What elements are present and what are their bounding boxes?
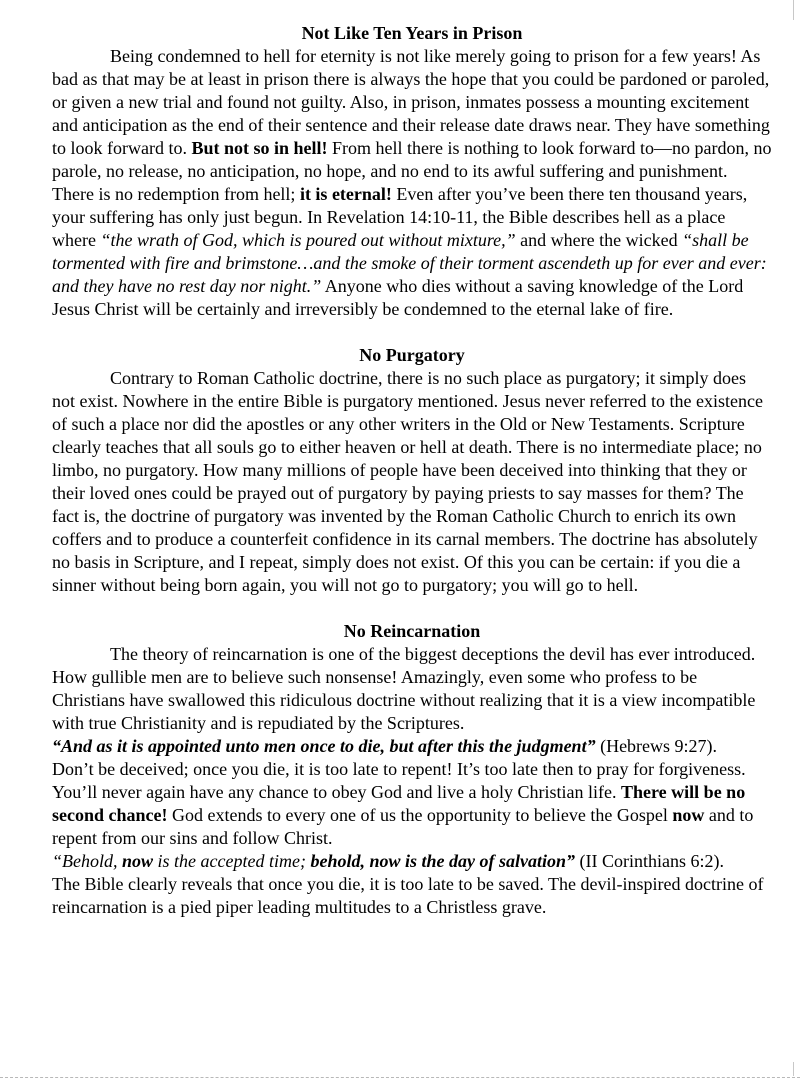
bold-italic-quote: behold, now is the day of salvation” — [310, 851, 575, 871]
italic-quote: “Behold, — [52, 851, 122, 871]
paragraph-no-second-chance — [52, 758, 772, 850]
section-gap — [52, 321, 772, 344]
text-run: The theory of reincarnation is one of the biggest deceptions the devil has ever introduced. How gullible men are to believe such nonsense! Amazingly, even some who profess to be Christians have swallowed this ridiculous doctrine without realizing that it is a view incompatible with true Christianity and is repudiated by the Scriptures. — [52, 644, 756, 733]
bold-emphasis: But not so in hell! — [191, 138, 328, 158]
section-gap — [52, 597, 772, 620]
document-page — [52, 22, 772, 919]
italic-quote: “shall be tormented with fire and brimstone…and the smoke of their torment ascendeth up for ever and ever: and they have no rest day nor night.” — [52, 230, 767, 296]
text-run: and where the wicked — [515, 230, 683, 250]
text-run: Don’t be deceived; once you die, it is too late to repent! It’s too late then to pray for forgiveness. You’ll never again have any chance to obey God and live a holy Christian life. — [52, 759, 746, 802]
paragraph-prison — [52, 45, 772, 321]
text-run: The Bible clearly reveals that once you die, it is too late to be saved. The devil-inspired doctrine of reincarnation is a pied piper leading multitudes to a Christless grave. — [52, 874, 764, 917]
paragraph-purgatory — [52, 367, 772, 597]
page-margin-mark — [786, 1062, 794, 1076]
bold-italic-quote: now — [122, 851, 154, 871]
page-break-line — [0, 1077, 800, 1078]
paragraph-reincarnation — [52, 643, 772, 735]
section-heading-purgatory: No Purgatory — [359, 345, 465, 365]
scripture-quote-hebrews — [52, 735, 772, 758]
text-run: Contrary to Roman Catholic doctrine, there is no such place as purgatory; it simply does not exist. Nowhere in the entire Bible is purgatory mentioned. Jesus never referred to the existence of such a place nor did the apostles or any other writers in the Old or New Testaments. Scripture clearly teaches that all souls go to either heaven or hell at death. There is no intermediate place; no limbo, no purgatory. How many millions of people have been deceived into thinking that they or their loved ones could be prayed out of purgatory by paying priests to say masses for them? The fact is, the doctrine of purgatory was invented by the Roman Catholic Church to enrich its own coffers and to produce a counterfeit confidence in its carnal members. The doctrine has absolutely no basis in Scripture, and I repeat, simply does not exist. Of this you can be certain: if you die a sinner without being born again, you will not go to purgatory; you will go to hell. — [52, 368, 763, 595]
italic-quote: “the wrath of God, which is poured out without mixture,” — [100, 230, 516, 250]
text-run: Anyone who dies without a saving knowledge of the Lord Jesus Christ will be certainly and irreversibly be condemned to the eternal lake of fire. — [52, 276, 744, 319]
section-heading-prison: Not Like Ten Years in Prison — [301, 23, 523, 43]
text-run: Being condemned to hell for eternity is not like merely going to prison for a few years! As bad as that may be at least in prison there is always the hope that you could be pardoned or paroled, or given a new trial and found not guilty. Also, in prison, inmates possess a mounting excitement and anticipation as the end of their sentence and their release date draws near. They have something to look forward to. — [52, 46, 770, 158]
scripture-quote-corinthians — [52, 850, 772, 873]
text-run: From hell there is nothing to look forward to—no pardon, no parole, no release, no anticipation, no hope, and no end to its awful suffering and punishment. There is no redemption from hell; — [52, 138, 772, 204]
text-run: (Hebrews 9:27). — [595, 736, 718, 756]
text-run: Even after you’ve been there ten thousand years, your suffering has only just begun. In Revelation 14:10-11, the Bible describes hell as a place where — [52, 184, 748, 250]
bold-emphasis: it is eternal! — [299, 184, 392, 204]
text-run: and to repent from our sins and follow Christ. — [52, 805, 754, 848]
paragraph-conclusion — [52, 873, 772, 919]
bold-italic-quote: “And as it is appointed unto men once to die, but after this the judgment” — [52, 736, 596, 756]
bold-emphasis: There will be no second chance! — [52, 782, 746, 825]
text-run: (II Corinthians 6:2). — [575, 851, 724, 871]
text-run: God extends to every one of us the opportunity to believe the Gospel — [167, 805, 673, 825]
section-heading-reincarnation: No Reincarnation — [343, 621, 481, 641]
italic-quote: is the accepted time; — [153, 851, 311, 871]
page-margin-mark — [786, 0, 794, 20]
bold-emphasis: now — [672, 805, 705, 825]
